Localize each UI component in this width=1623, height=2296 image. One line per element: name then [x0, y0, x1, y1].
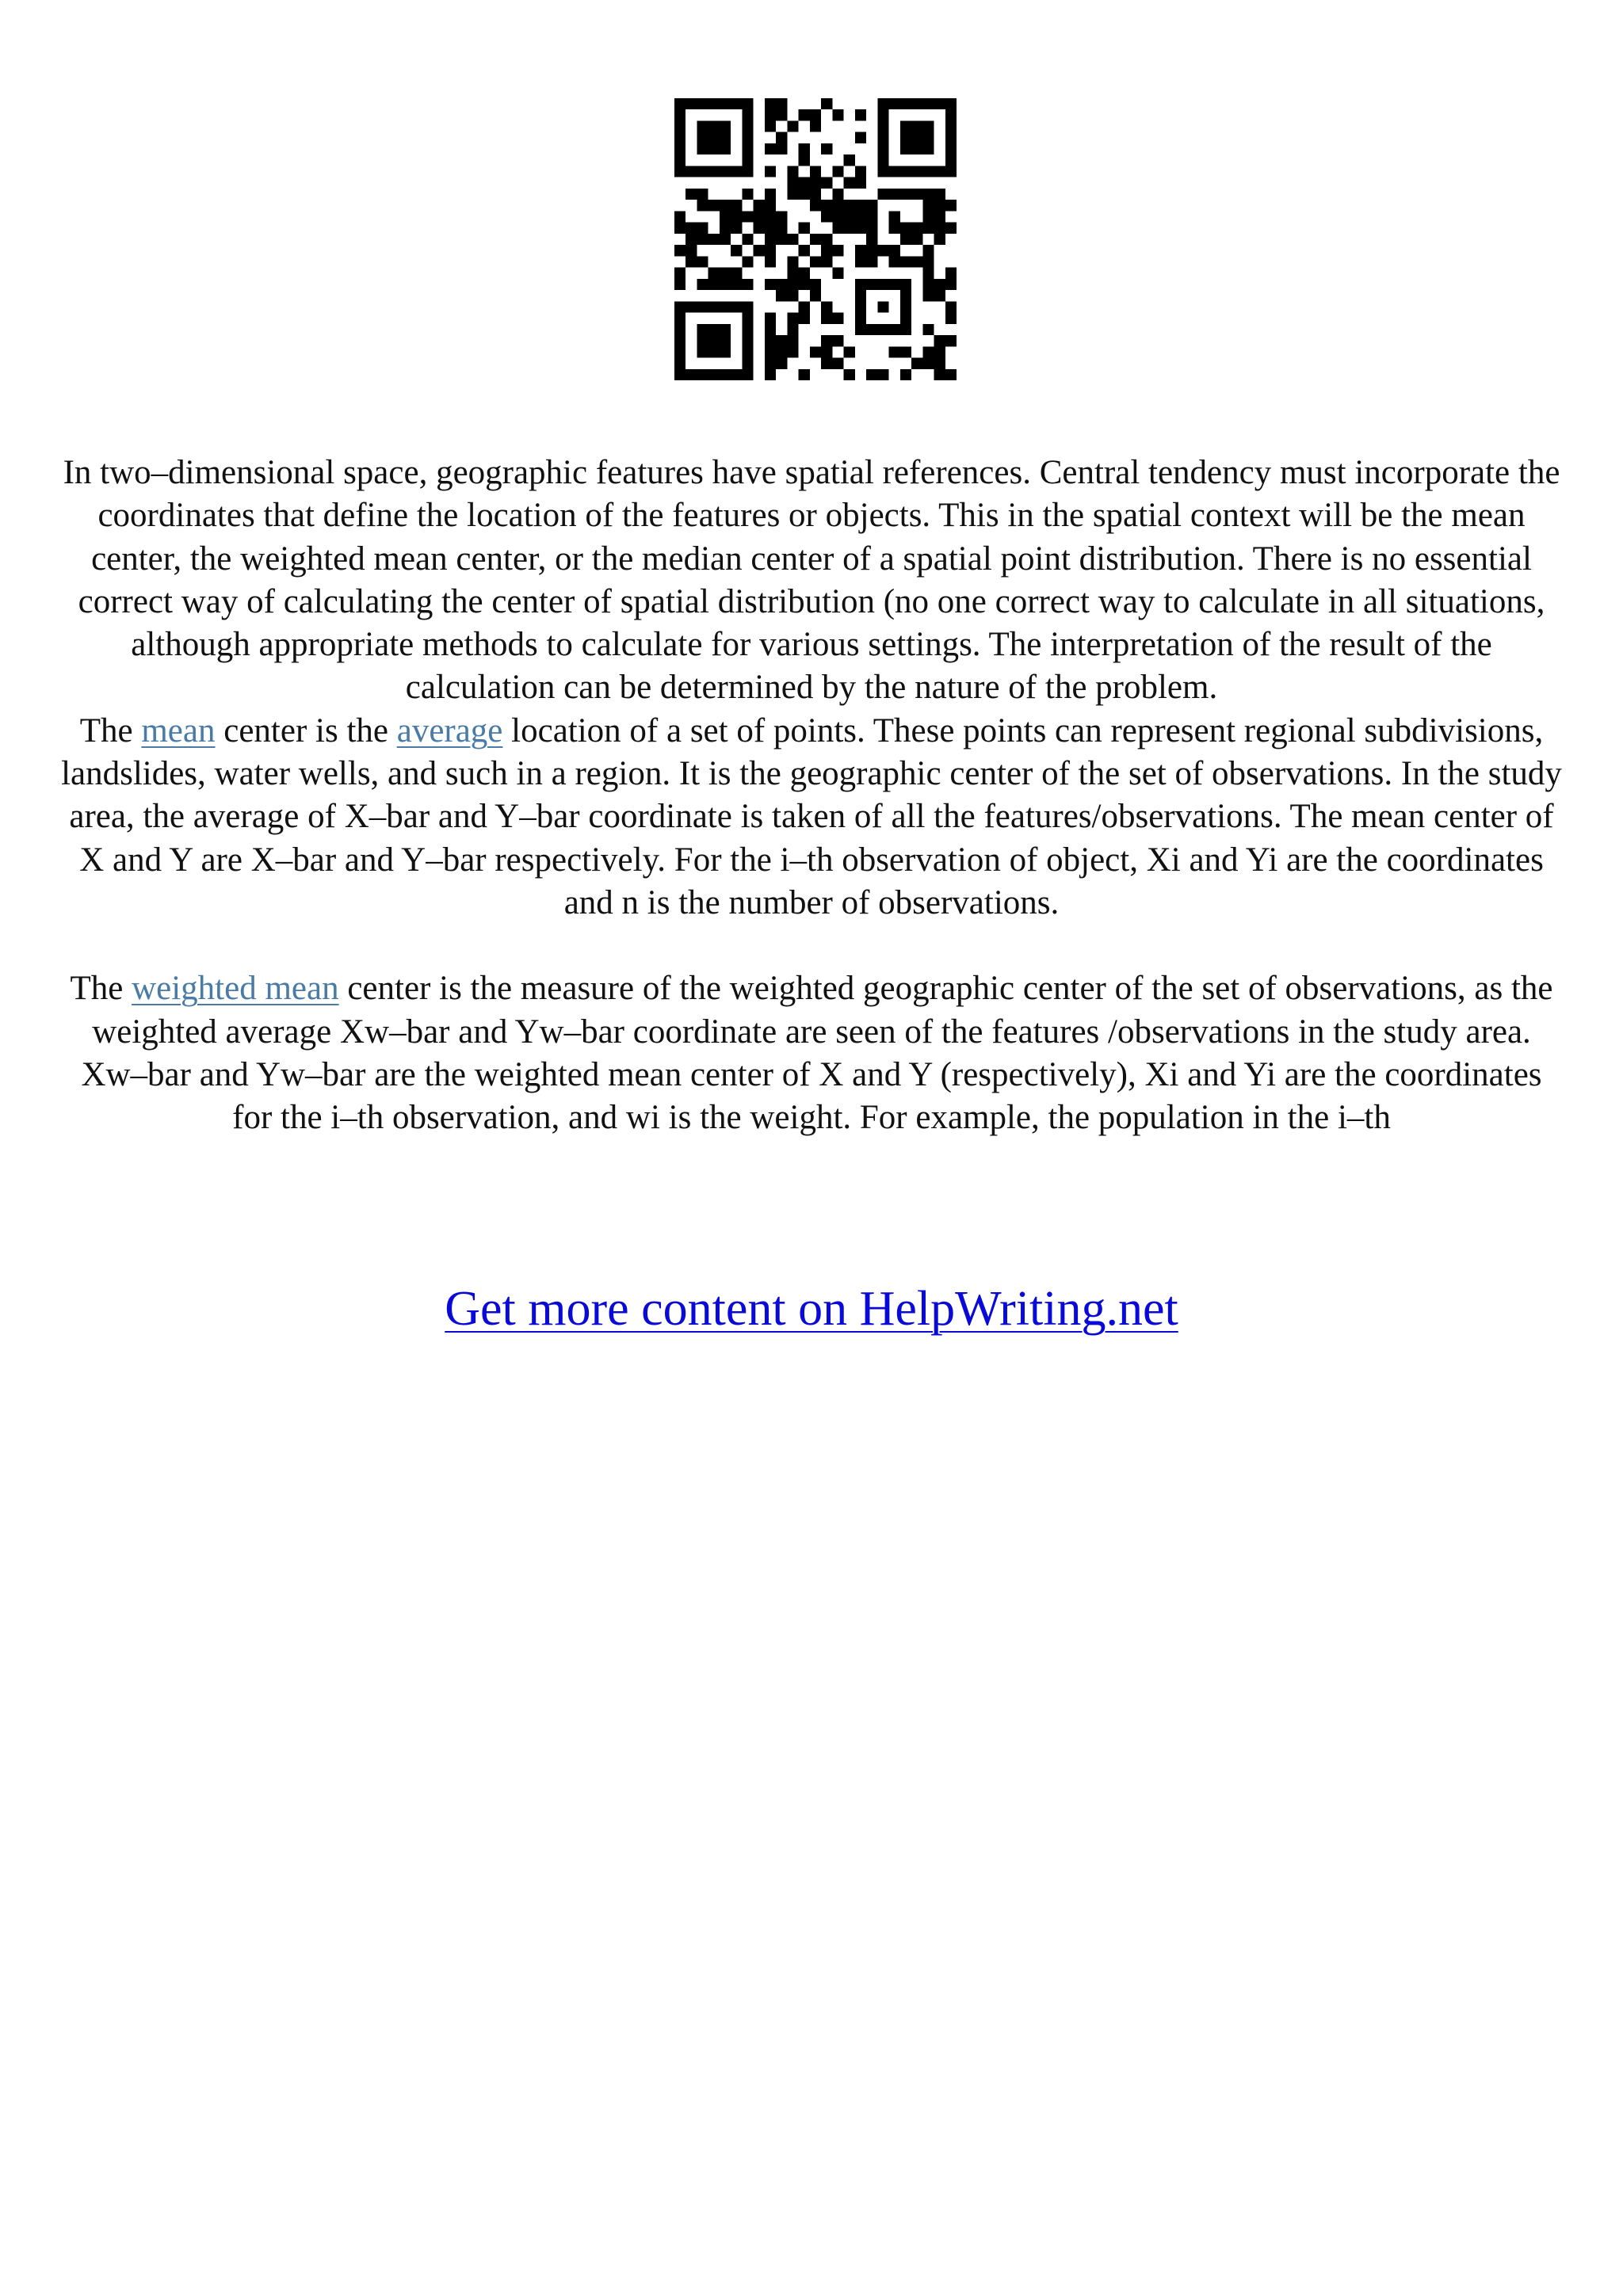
qr-module	[821, 177, 832, 189]
qr-module	[832, 200, 843, 211]
qr-module	[945, 313, 957, 324]
qr-module	[810, 189, 821, 200]
qr-module	[765, 234, 776, 245]
qr-module	[821, 346, 832, 357]
paragraph-weighted-mean	[59, 967, 1564, 1139]
qr-module	[922, 346, 934, 357]
qr-module	[911, 256, 922, 267]
qr-module	[799, 313, 810, 324]
qr-module	[934, 234, 945, 245]
qr-module	[776, 279, 787, 290]
qr-module	[799, 154, 810, 166]
qr-module	[799, 369, 810, 380]
qr-module	[765, 120, 776, 132]
qr-module	[765, 143, 776, 154]
qr-module	[685, 245, 697, 256]
qr-module	[799, 279, 810, 290]
paragraph-spacer	[59, 925, 1564, 967]
qr-module	[821, 98, 832, 109]
qr-module	[877, 245, 888, 256]
qr-module	[810, 256, 821, 267]
qr-module	[708, 234, 720, 245]
paragraph-text: center is the measure of the weighted geographic center of the set of observations, as the weighted average Xw–bar and Yw–bar coordinate are seen of the features /observations in the study area. Xw–bar and Yw–bar are the weighted mean center of X and Y (respectively), Xi and Yi are the coordinates for the i–th observation, and wi is the weight. For example, the population in the i–th	[81, 970, 1553, 1137]
qr-module	[810, 279, 821, 290]
qr-module	[911, 358, 922, 369]
qr-module	[697, 223, 708, 234]
qr-module	[855, 200, 866, 211]
qr-module	[720, 200, 731, 211]
qr-module	[866, 223, 877, 234]
qr-module	[832, 223, 843, 234]
qr-module	[922, 256, 934, 267]
qr-module	[855, 223, 866, 234]
qr-module	[934, 369, 945, 380]
qr-module	[799, 301, 810, 312]
qr-module	[708, 268, 720, 279]
qr-module	[776, 290, 787, 301]
qr-module	[855, 211, 866, 222]
qr-module	[799, 177, 810, 189]
qr-module	[934, 200, 945, 211]
qr-module	[810, 290, 821, 301]
qr-module	[844, 211, 855, 222]
qr-module	[821, 358, 832, 369]
qr-module	[866, 369, 877, 380]
qr-module	[945, 335, 957, 346]
qr-module	[810, 177, 821, 189]
qr-module	[889, 223, 900, 234]
qr-module	[731, 223, 742, 234]
paragraph-intro: In two–dimensional space, geographic features have spatial references. Central tendency must incorporate the coordinates that define the location of the features or objects. This in the spatial context will be the mean center, the weighted mean center, or the median center of a spatial point distribution. There is no essential correct way of calculating the center of spatial distribution (no one correct way to calculate in all situations, although appropriate methods to calculate for various settings. The interpretation of the result of the calculation can be determined by the nature of the problem.	[63, 454, 1560, 707]
qr-module	[685, 223, 697, 234]
qr-module	[934, 223, 945, 234]
qr-module	[787, 268, 798, 279]
qr-module	[821, 211, 832, 222]
qr-module	[922, 290, 934, 301]
qr-module	[776, 358, 787, 369]
qr-module	[674, 245, 685, 256]
qr-module	[844, 369, 855, 380]
qr-module	[765, 256, 776, 267]
qr-module	[765, 324, 776, 335]
qr-module	[742, 189, 753, 200]
qr-module	[776, 234, 787, 245]
qr-module	[855, 166, 866, 177]
qr-module	[832, 335, 843, 346]
qr-module	[866, 256, 877, 267]
qr-module	[945, 369, 957, 380]
qr-module	[810, 109, 821, 120]
qr-module	[832, 211, 843, 222]
qr-module	[810, 234, 821, 245]
paragraph-text: The	[79, 711, 142, 749]
qr-module	[674, 268, 685, 279]
qr-module	[787, 234, 798, 245]
qr-module	[765, 335, 776, 346]
mean-link[interactable]: mean	[141, 711, 216, 749]
qr-module	[945, 200, 957, 211]
qr-module	[821, 143, 832, 154]
qr-module	[776, 211, 787, 222]
paragraph-text: The	[70, 970, 132, 1008]
paragraph-text: center is the	[215, 711, 397, 749]
qr-module	[697, 234, 708, 245]
qr-module	[844, 346, 855, 357]
qr-module	[821, 335, 832, 346]
qr-module	[685, 234, 697, 245]
qr-module	[832, 268, 843, 279]
qr-module	[934, 335, 945, 346]
average-link[interactable]: average	[396, 711, 503, 749]
qr-module	[720, 234, 731, 245]
qr-module	[810, 120, 821, 132]
qr-module	[754, 223, 765, 234]
qr-module	[922, 268, 934, 279]
qr-module	[889, 346, 900, 357]
qr-module	[776, 109, 787, 120]
qr-module	[776, 132, 787, 143]
qr-module	[934, 211, 945, 222]
qr-module	[720, 279, 731, 290]
qr-module	[945, 279, 957, 290]
qr-module	[844, 177, 855, 189]
qr-module	[934, 290, 945, 301]
qr-module	[844, 223, 855, 234]
qr-module	[742, 211, 753, 222]
qr-module	[934, 279, 945, 290]
qr-module	[685, 189, 697, 200]
qr-module	[945, 301, 957, 312]
qr-module	[866, 200, 877, 211]
qr-module	[731, 245, 742, 256]
qr-module	[855, 132, 866, 143]
qr-module	[720, 268, 731, 279]
qr-module	[832, 245, 843, 256]
qr-module	[922, 324, 934, 335]
qr-module	[821, 313, 832, 324]
qr-module	[787, 189, 798, 200]
qr-code-icon	[674, 98, 957, 380]
qr-module	[821, 256, 832, 267]
qr-module	[708, 279, 720, 290]
qr-module	[697, 279, 708, 290]
qr-module	[776, 346, 787, 357]
qr-module	[844, 154, 855, 166]
qr-module	[697, 200, 708, 211]
qr-module	[832, 313, 843, 324]
qr-module	[787, 335, 798, 346]
qr-module	[765, 200, 776, 211]
qr-module	[844, 200, 855, 211]
qr-module	[787, 324, 798, 335]
qr-module	[832, 166, 843, 177]
qr-module	[765, 109, 776, 120]
qr-module	[787, 120, 798, 132]
qr-module	[911, 189, 922, 200]
qr-module	[877, 189, 888, 200]
qr-module	[889, 189, 900, 200]
qr-module	[765, 98, 776, 109]
qr-module	[799, 109, 810, 120]
qr-module	[922, 189, 934, 200]
qr-module	[776, 143, 787, 154]
qr-module	[799, 143, 810, 154]
qr-module	[877, 369, 888, 380]
qr-module	[731, 268, 742, 279]
qr-module	[720, 211, 731, 222]
qr-module	[945, 268, 957, 279]
qr-module	[731, 279, 742, 290]
qr-module	[799, 268, 810, 279]
qr-module	[799, 223, 810, 234]
qr-module	[776, 223, 787, 234]
qr-module	[765, 189, 776, 200]
qr-module	[900, 256, 911, 267]
paragraph-mean-center	[59, 710, 1564, 925]
qr-module	[900, 234, 911, 245]
qr-module	[799, 245, 810, 256]
qr-module	[821, 200, 832, 211]
qr-module	[945, 223, 957, 234]
qr-module	[922, 211, 934, 222]
qr-module	[731, 211, 742, 222]
qr-module	[765, 346, 776, 357]
qr-module	[900, 223, 911, 234]
qr-module	[922, 200, 934, 211]
qr-module	[832, 109, 843, 120]
qr-module	[742, 256, 753, 267]
qr-module	[934, 358, 945, 369]
qr-module	[787, 346, 798, 357]
qr-module	[776, 335, 787, 346]
qr-module	[855, 256, 866, 267]
qr-module	[922, 245, 934, 256]
qr-module	[765, 358, 776, 369]
qr-module	[731, 200, 742, 211]
qr-module	[697, 189, 708, 200]
qr-module	[674, 223, 685, 234]
paragraph-text: location of a set of points. These points can represent regional subdivisions, landslides, water wells, and such in a region. It is the geographic center of the set of observations. In the study area, the average of X–bar and Y–bar coordinate is taken of all the features/observations. The mean center of X and Y are X–bar and Y–bar respectively. For the i–th observation of object, Xi and Yi are the coordinates and n is the number of observations.	[61, 711, 1562, 921]
qr-module	[889, 245, 900, 256]
qr-module	[900, 369, 911, 380]
qr-module	[832, 358, 843, 369]
qr-module	[754, 211, 765, 222]
qr-module	[832, 189, 843, 200]
qr-module	[866, 245, 877, 256]
qr-module	[821, 234, 832, 245]
qr-module	[685, 256, 697, 267]
qr-module	[855, 177, 866, 189]
qr-module	[697, 256, 708, 267]
qr-module	[765, 211, 776, 222]
qr-module	[776, 98, 787, 109]
qr-module	[787, 313, 798, 324]
qr-module	[799, 189, 810, 200]
qr-module	[911, 234, 922, 245]
qr-module	[765, 279, 776, 290]
qr-module	[889, 256, 900, 267]
qr-module	[810, 346, 821, 357]
qr-module	[934, 189, 945, 200]
qr-module	[754, 200, 765, 211]
article-body	[59, 452, 1564, 1139]
qr-module	[787, 177, 798, 189]
qr-module	[787, 279, 798, 290]
qr-module	[674, 211, 685, 222]
qr-module	[708, 200, 720, 211]
qr-module	[765, 166, 776, 177]
qr-module	[866, 211, 877, 222]
qr-module	[821, 301, 832, 312]
qr-module	[855, 245, 866, 256]
qr-module	[810, 200, 821, 211]
qr-module	[787, 256, 798, 267]
qr-module	[889, 211, 900, 222]
qr-module	[742, 279, 753, 290]
qr-module	[922, 358, 934, 369]
qr-module	[765, 223, 776, 234]
qr-module	[674, 279, 685, 290]
qr-module	[866, 234, 877, 245]
qr-module	[765, 245, 776, 256]
qr-module	[787, 290, 798, 301]
qr-module	[720, 223, 731, 234]
qr-module	[765, 313, 776, 324]
qr-module	[900, 189, 911, 200]
qr-module	[765, 369, 776, 380]
promo-link[interactable]: Get more content on HelpWriting.net	[445, 1282, 1178, 1336]
qr-module	[754, 245, 765, 256]
qr-module	[922, 223, 934, 234]
qr-module	[922, 279, 934, 290]
qr-module	[934, 346, 945, 357]
qr-module	[821, 245, 832, 256]
qr-module	[855, 109, 866, 120]
qr-module	[787, 166, 798, 177]
qr-module	[742, 234, 753, 245]
qr-module	[911, 223, 922, 234]
weighted-mean-link[interactable]: weighted mean	[132, 970, 339, 1008]
qr-module	[900, 346, 911, 357]
qr-module	[810, 166, 821, 177]
